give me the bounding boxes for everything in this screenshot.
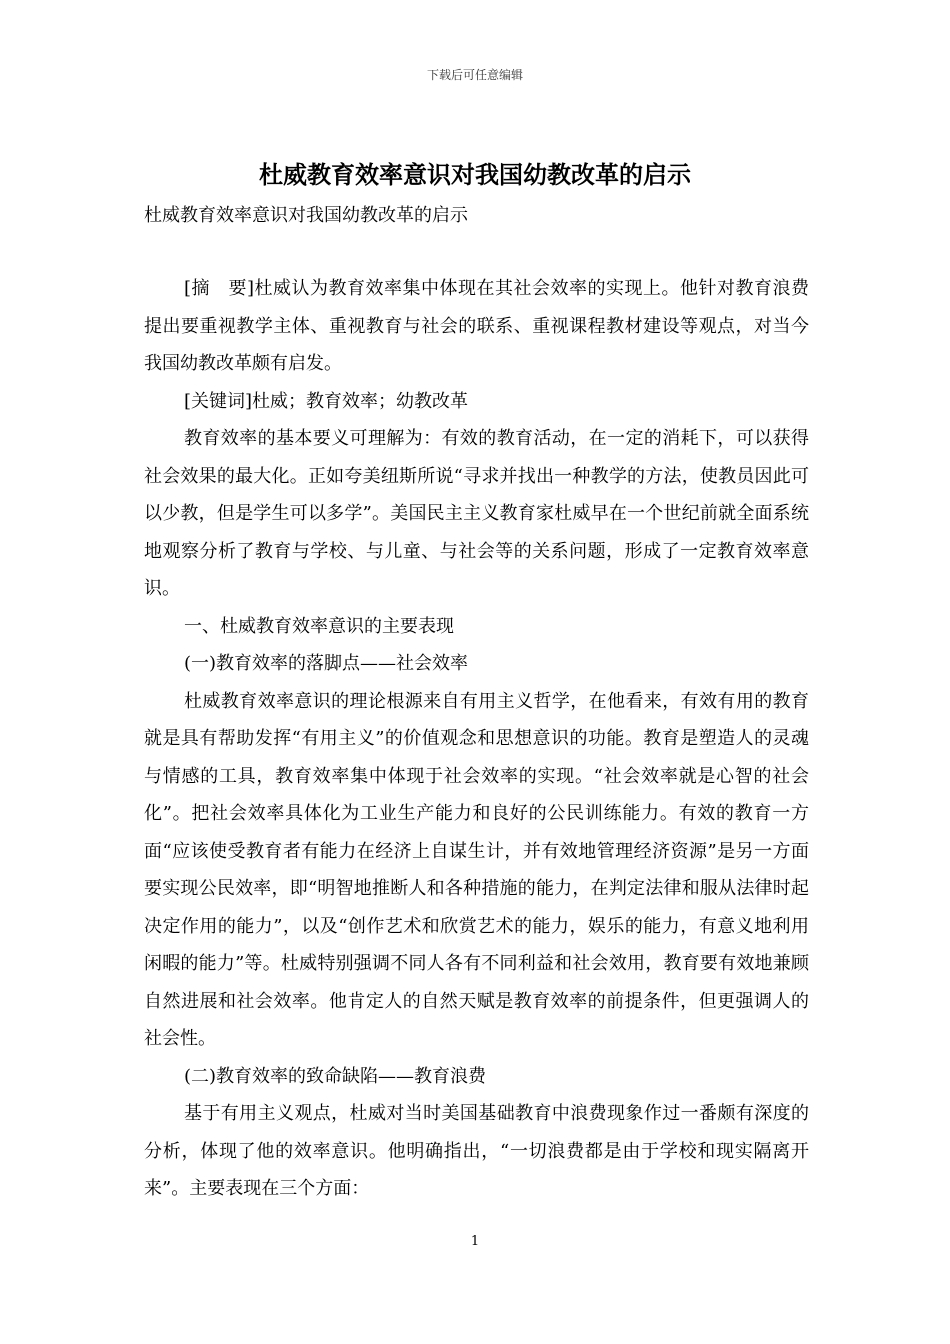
section-heading: 一、杜威教育效率意识的主要表现 — [184, 615, 454, 637]
body-paragraph: 杜威教育效率意识的理论根源来自有用主义哲学，在他看来，有效有用的教育就是具有帮助发挥“有用主义”的价值观念和思想意识的功能。教育是塑造人的灵魂与情感的工具，教育效率集中体现于社会效率的实现。“社会效率就是心智的社会化”。把社会效率具体化为工业生产能力和良好的公民训练能力。有效的教育一方面“应该使受教育者有能力在经济上自谋生计，并有效地管理经济资源”是另一方面要实现公民效率，即“明智地推断人和各种措施的能力，在判定法律和服从法律时起决定作用的能力”，以及“创作艺术和欣赏艺术的能力，娱乐的能力，有意义地利用闲暇的能力”等。杜威特别强调不同人各有不同利益和社会效用，教育要有效地兼顾自然进展和社会效率。他肯定人的自然天赋是教育效率的前提条件，但更强调人的社会性。 — [144, 690, 809, 1049]
keywords-paragraph: [关键词]杜威；教育效率；幼教改革 — [184, 390, 469, 412]
subsection-heading: (二)教育效率的致命缺陷——教育浪费 — [184, 1065, 487, 1087]
page-number: 1 — [470, 1234, 480, 1249]
document-subtitle: 杜威教育效率意识对我国幼教改革的启示 — [144, 205, 468, 226]
abstract-paragraph: [摘 要]杜威认为教育效率集中体现在其社会效率的实现上。他针对教育浪费提出要重视教学主体、重视教育与社会的联系、重视课程教材建设等观点，对当今我国幼教改革颇有启发。 — [144, 278, 809, 374]
body-paragraph: 基于有用主义观点，杜威对当时美国基础教育中浪费现象作过一番颇有深度的分析，体现了他的效率意识。他明确指出，“一切浪费都是由于学校和现实隔离开来”。主要表现在三个方面： — [144, 1103, 809, 1199]
page-header-note: 下载后可任意编辑 — [426, 68, 523, 82]
body-paragraph: 教育效率的基本要义可理解为：有效的教育活动，在一定的消耗下，可以获得社会效果的最大化。正如夸美纽斯所说“寻求并找出一种教学的方法，使教员因此可以少教，但是学生可以多学”。美国民主主义教育家杜威早在一个世纪前就全面系统地观察分析了教育与学校、与儿童、与社会等的关系问题，形成了一定教育效率意识。 — [144, 428, 809, 599]
document-title: 杜威教育效率意识对我国幼教改革的启示 — [259, 161, 691, 189]
document-body — [144, 270, 809, 1208]
subsection-heading: (一)教育效率的落脚点——社会效率 — [184, 653, 469, 674]
